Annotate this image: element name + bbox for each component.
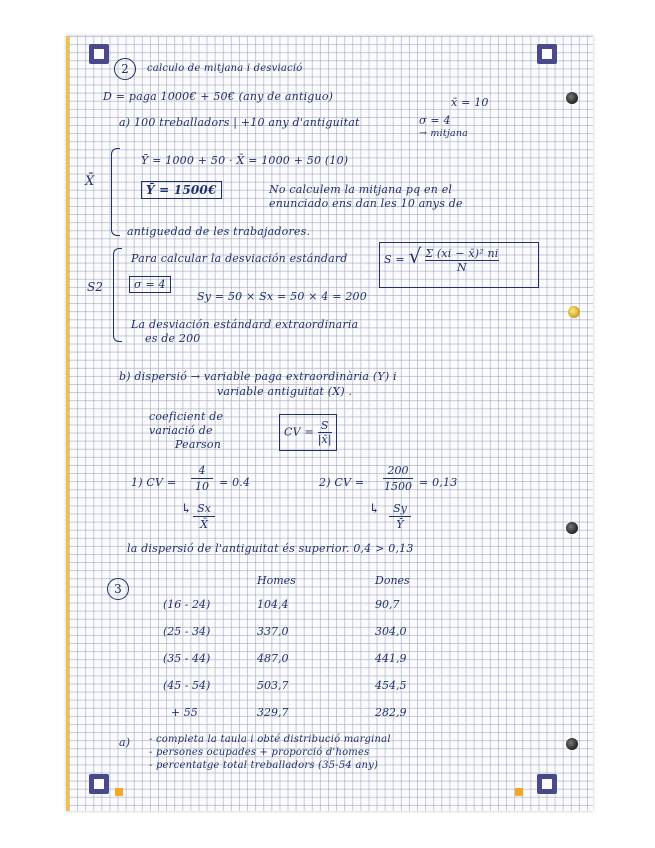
cv1-fraction: [191, 464, 213, 493]
cv-formula-lhs: CV =: [284, 425, 314, 439]
cv1-sub-denominator: X̄: [200, 518, 208, 531]
cv-formula-numerator: S: [318, 419, 332, 433]
row-age-4: (45 - 54): [163, 679, 211, 692]
coef-label-3: Pearson: [175, 438, 221, 451]
cv2-denominator: 1500: [384, 480, 412, 493]
cv-formula-box: [279, 414, 337, 451]
cv2-sub-denominator: Ȳ: [396, 518, 404, 531]
row-age-3: (35 - 44): [163, 652, 211, 665]
binder-hole-3: [566, 522, 578, 534]
row-dones-2: 304,0: [375, 625, 407, 638]
section-2-title: calculo de mitjana i desviació: [147, 63, 303, 74]
cv2-arrow-icon: ↳: [369, 502, 381, 517]
notebook-page: [66, 36, 593, 811]
column-header-dones: Dones: [375, 574, 410, 587]
bottom-left-corner-mark: [89, 774, 109, 794]
sd-formula-numerator: Σ (xi − x̄)² ni: [425, 246, 499, 260]
cv1-result: = 0.4: [219, 476, 251, 489]
part-a-header: a) 100 treballadors | +10 any d'antiguitat: [119, 116, 360, 129]
cv1-denominator: 10: [195, 480, 209, 493]
cv2-sub-fraction: [389, 502, 411, 531]
task-1: - completa la taula i obté distribució marginal: [149, 734, 391, 745]
row-homes-1: 104,4: [257, 598, 289, 611]
row-dones-5: 282,9: [375, 706, 407, 719]
section-3-number: 3: [107, 578, 129, 600]
cv1-prefix: 1) CV =: [131, 476, 177, 489]
mean-bracket: [111, 148, 120, 236]
cv2-prefix: 2) CV =: [319, 476, 365, 489]
bottom-right-corner-mark: [537, 774, 557, 794]
cv2-sub-numerator: Sy: [393, 502, 407, 515]
coef-label-1: coeficient de: [149, 410, 224, 423]
sd-bracket: [113, 248, 122, 342]
y-mean-formula: Ȳ = 1000 + 50 · X̄ = 1000 + 50 (10): [141, 154, 349, 167]
cv1-sub-fraction: [193, 502, 215, 531]
row-homes-3: 487,0: [257, 652, 289, 665]
y-mean-result: Ȳ = 1500€: [141, 181, 222, 199]
row-dones-3: 441,9: [375, 652, 407, 665]
problem-statement: D = paga 1000€ + 50€ (any de antiguo): [103, 90, 334, 103]
mean-explanation-line-1: No calculem la mitjana pq en el: [269, 183, 453, 196]
cv2-numerator: 200: [387, 464, 409, 477]
sd-conclusion-line-2: es de 200: [145, 332, 201, 345]
top-left-corner-mark: [89, 44, 109, 64]
task-2: - persones ocupades + proporció d'homes: [149, 747, 370, 758]
sd-formula-denominator: N: [456, 260, 467, 274]
row-age-1: (16 - 24): [163, 598, 211, 611]
mean-explanation-line-2: enunciado ens dan les 10 anys de: [269, 197, 463, 210]
orange-marker-left: [115, 788, 123, 796]
row-dones-4: 454,5: [375, 679, 407, 692]
sd-intro: Para calcular la desviación estándard: [131, 252, 348, 265]
row-age-2: (25 - 34): [163, 625, 211, 638]
sd-side-label: S2: [87, 280, 104, 294]
row-age-5: + 55: [171, 706, 198, 719]
top-right-corner-mark: [537, 44, 557, 64]
task-3: - percentatge total treballadors (35-54 any): [149, 760, 379, 771]
cv1-arrow-icon: ↳: [181, 502, 193, 517]
orange-marker-right: [515, 788, 523, 796]
part-b-line-2: variable antiguitat (X) .: [217, 385, 353, 398]
given-sigma: σ = 4: [419, 114, 451, 127]
sy-calculation: Sy = 50 × Sx = 50 × 4 = 200: [197, 290, 367, 303]
sqrt-icon: √: [408, 244, 422, 268]
row-homes-2: 337,0: [257, 625, 289, 638]
mean-explanation-line-3: antiguedad de les trabajadores.: [127, 225, 311, 238]
cv2-result: = 0,13: [419, 476, 458, 489]
cv-formula-denominator: |x̄|: [317, 433, 332, 446]
row-dones-1: 90,7: [375, 598, 400, 611]
mean-side-label: X̄: [85, 174, 95, 189]
section-3-part-a-label: a): [119, 736, 131, 749]
cv2-fraction: [383, 464, 413, 493]
dispersion-conclusion: la dispersió de l'antiguitat és superior. 0,4 > 0,13: [127, 542, 414, 555]
mitjana-note: → mitjana: [419, 128, 469, 139]
coef-label-2: variació de: [149, 424, 213, 437]
cv1-sub-numerator: Sx: [197, 502, 211, 515]
binder-hole-1: [566, 92, 578, 104]
row-homes-4: 503,7: [257, 679, 289, 692]
given-mean: x̄ = 10: [451, 96, 489, 109]
sigma-box: σ = 4: [129, 276, 171, 293]
binder-hole-4: [566, 738, 578, 750]
row-homes-5: 329,7: [257, 706, 289, 719]
column-header-homes: Homes: [257, 574, 296, 587]
part-b-line-1: b) dispersió → variable paga extraordinària (Y) i: [119, 370, 397, 383]
cv1-numerator: 4: [198, 464, 206, 477]
sd-conclusion-line-1: La desviación estándard extraordinaria: [131, 318, 359, 331]
binder-hole-2: [568, 306, 580, 318]
sd-formula-box: [379, 242, 539, 288]
section-2-number: 2: [114, 58, 136, 80]
sd-formula-lhs: S =: [384, 253, 405, 266]
